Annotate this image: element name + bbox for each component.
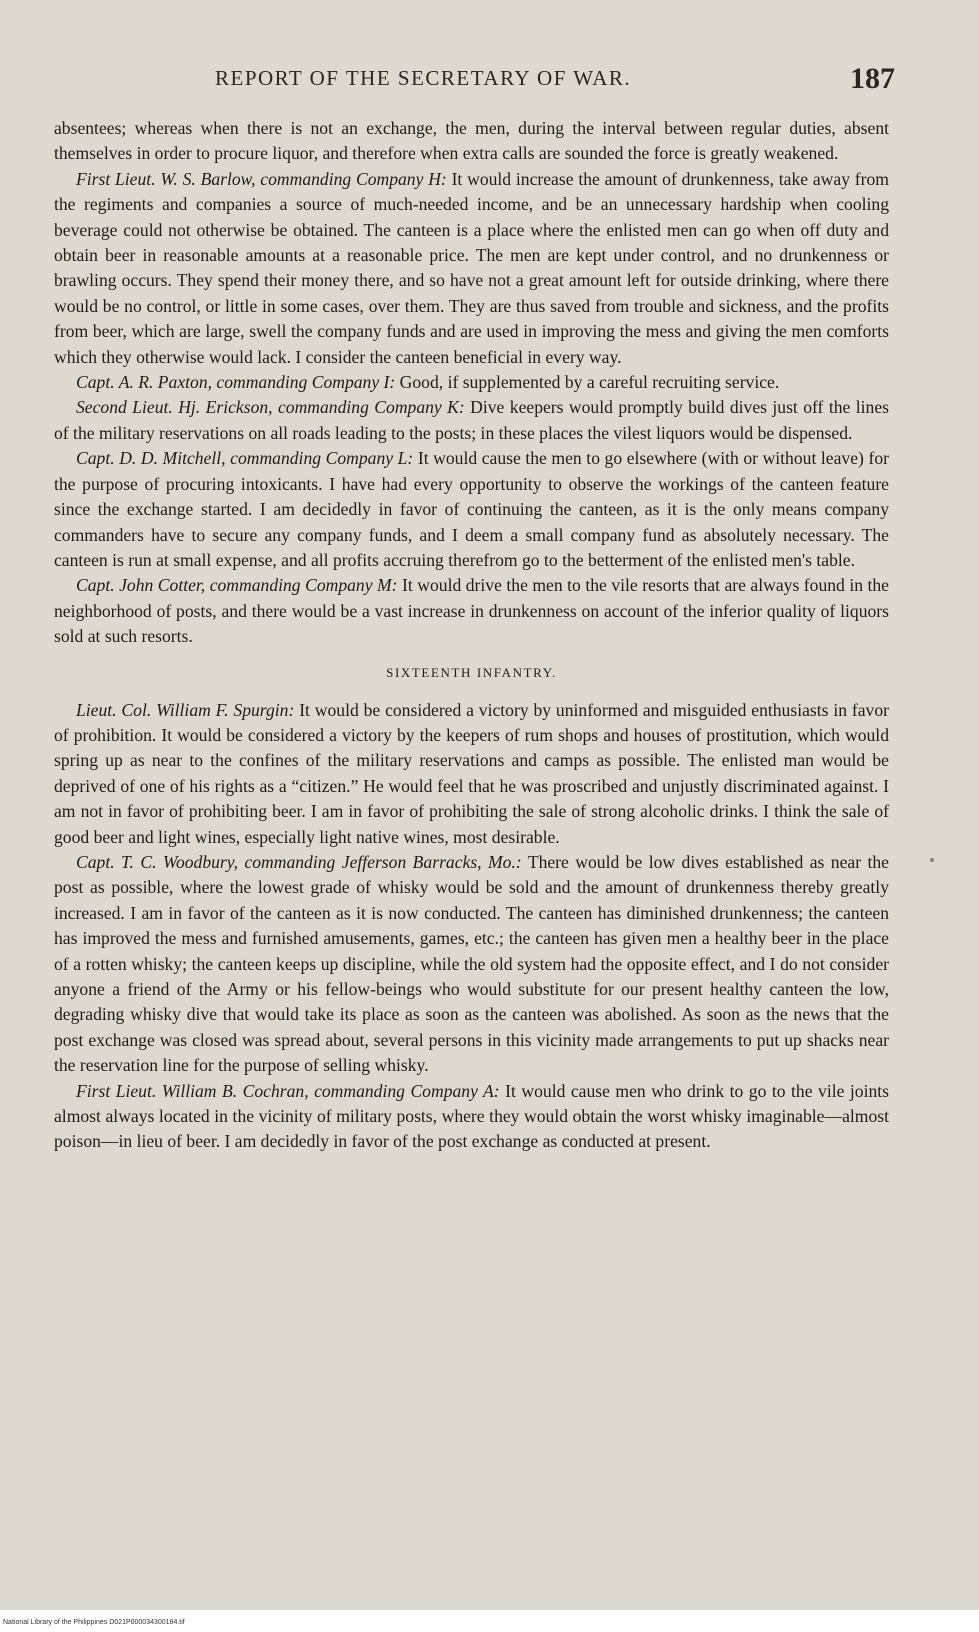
speaker-name: Capt. John Cotter, commanding Company M: <box>76 575 398 596</box>
paragraph-paxton <box>54 370 889 395</box>
paragraph-text: Dive keepers would promptly build dives just off the lines of the military reservations on all roads leading to the posts; in these places the vilest liquors would be dispensed. <box>54 397 889 443</box>
running-title: REPORT OF THE SECRETARY OF WAR. <box>215 66 632 90</box>
paper-speck <box>930 858 934 862</box>
body-text <box>54 116 889 1155</box>
speaker-name: Capt. T. C. Woodbury, commanding Jefferson Barracks, Mo.: <box>76 851 522 872</box>
paragraph-woodbury <box>54 850 889 1079</box>
page-header <box>40 62 895 102</box>
paragraph-text: It would cause men who drink to go to the vile joints almost always located in the vicinity of military posts, where they would obtain the worst whisky imaginable—almost poison—in lieu of beer. I am decidedly in favor of the post exchange as conducted at present. <box>54 1080 889 1152</box>
speaker-name: Lieut. Col. William F. Spurgin: <box>76 699 295 720</box>
speaker-name: First Lieut. W. S. Barlow, commanding Company H: <box>76 168 447 189</box>
paragraph-text: absentees; whereas when there is not an exchange, the men, during the interval between regular duties, absent themselves in order to procure liquor, and therefore when extra calls are sounded the force is greatly weakened. <box>54 118 889 164</box>
paragraph-erickson <box>54 395 889 446</box>
speaker-name: Capt. D. D. Mitchell, commanding Company L: <box>76 448 414 469</box>
page-number: 187 <box>850 62 895 95</box>
paragraph-mitchell <box>54 446 889 573</box>
paragraph-spurgin <box>54 698 889 850</box>
paragraph-continuation <box>54 116 889 167</box>
paragraph-text: It would increase the amount of drunkenness, take away from the regiments and companies a source of much-needed income, and be an unnecessary hardship when cooling beverage could not otherwise be obtained. The canteen is a place where the enlisted men can go when off duty and obtain beer in reasonable amounts at a reasonable price. The men are kept under control, and no drunkenness or brawling occurs. They spend their money there, and so have not a great amount left for outside drinking, where there would be no control, or little in some cases, over them. They are thus saved from trouble and sickness, and the profits from beer, which are large, swell the company funds and are used in improving the mess and giving the men comforts which they otherwise would lack. I consider the canteen beneficial in every way. <box>54 168 889 367</box>
scan-footer <box>0 1610 979 1632</box>
paragraph-cochran <box>54 1079 889 1155</box>
section-heading: SIXTEENTH INFANTRY. <box>386 664 557 680</box>
paragraph-text: There would be low dives established as near the post as possible, where the lowest grade of whisky would be sold and the amount of drunkenness thereby greatly increased. I am in favor of the canteen as it is now conducted. The canteen has diminished drunkenness; the canteen has improved the mess and furnished amusements, games, etc.; the canteen has given men a healthy beer in the place of a rotten whisky; the canteen keeps up discipline, while the old system had the opposite effect, and I do not consider anyone a friend of the Army or his fellow-beings who would substitute for our present healthy canteen the low, degrading whisky dive that would take its place as soon as the canteen was abolished. As soon as the news that the post exchange was closed was spread about, several persons in this vicinity made arrangements to put up shacks near the reservation line for the purpose of selling whisky. <box>54 851 889 1076</box>
speaker-name: Second Lieut. Hj. Erickson, commanding Company K: <box>76 397 465 418</box>
paragraph-text: Good, if supplemented by a careful recruiting service. <box>399 372 780 393</box>
speaker-name: First Lieut. William B. Cochran, commanding Company A: <box>76 1080 500 1101</box>
speaker-name: Capt. A. R. Paxton, commanding Company I: <box>76 372 396 393</box>
scan-credit: National Library of the Philippines D021P000034300184.tif <box>3 1619 185 1626</box>
paragraph-text: It would drive the men to the vile resorts that are always found in the neighborhood of posts, and there would be a vast increase in drunkenness on account of the inferior quality of liquors sold at such resorts. <box>54 575 889 647</box>
paragraph-text: It would cause the men to go elsewhere (with or without leave) for the purpose of procuring intoxicants. I have had every opportunity to observe the workings of the canteen feature since the exchange started. I am decidedly in favor of continuing the canteen, as it is the only means company commanders have to secure any company funds, and I deem a small company fund as absolutely necessary. The canteen is run at small expense, and all profits accruing therefrom go to the betterment of the enlisted men's table. <box>54 448 889 570</box>
paragraph-barlow <box>54 167 889 370</box>
paragraph-text: It would be considered a victory by uninformed and misguided enthusiasts in favor of prohibition. It would be considered a victory by the keepers of rum shops and houses of prostitution, which would spring up as near to the confines of the military reservations and camps as possible. The enlisted man would be deprived of one of his rights as a “citizen.” He would feel that he was proscribed and unjustly discriminated against. I am not in favor of prohibiting beer. I am in favor of prohibiting the sale of strong alcoholic drinks. I think the sale of good beer and light wines, especially light native wines, most desirable. <box>54 699 889 847</box>
paragraph-cotter <box>54 573 889 649</box>
